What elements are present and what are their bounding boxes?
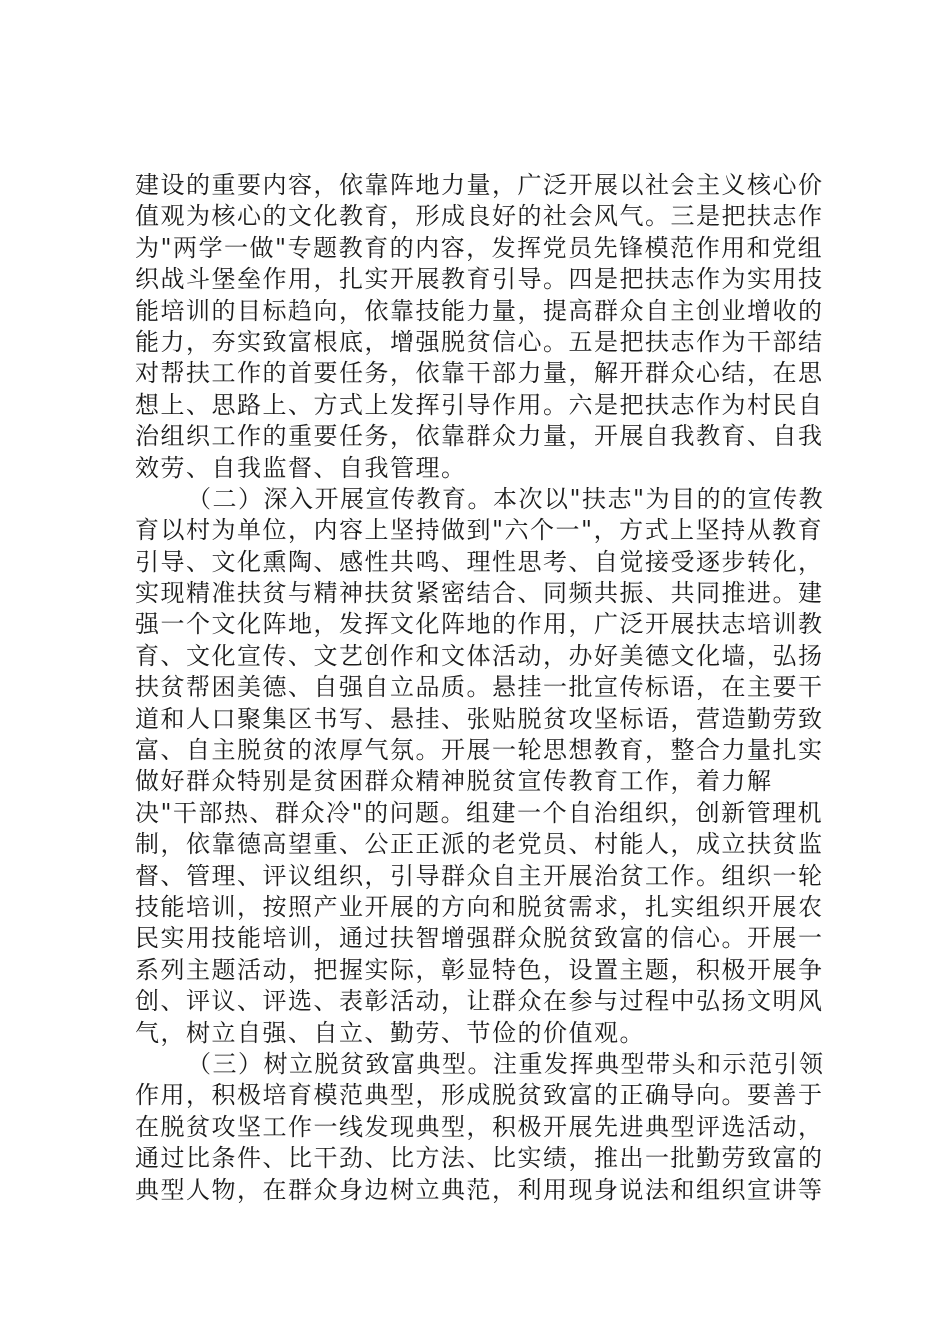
text-line: 扶贫帮困美德、自强自立品质。悬挂一批宣传标语，在主要干 xyxy=(135,673,824,702)
text-line: 技能培训，按照产业开展的方向和脱贫需求，扎实组织开展农 xyxy=(135,892,824,921)
text-line: 制，依靠德高望重、公正正派的老党员、村能人，成立扶贫监 xyxy=(135,830,824,859)
text-line: 治组织工作的重要任务，依靠群众力量，开展自我教育、自我 xyxy=(135,422,824,451)
text-line: 想上、思路上、方式上发挥引导作用。六是把扶志作为村民自 xyxy=(135,390,824,419)
text-line: 在脱贫攻坚工作一线发现典型，积极开展先进典型评选活动， xyxy=(135,1112,824,1141)
text-line: 督、管理、评议组织，引导群众自主开展治贫工作。组织一轮 xyxy=(135,861,824,890)
text-line: 系列主题活动，把握实际，彰显特色，设置主题，积极开展争 xyxy=(135,955,824,984)
text-line: 能力，夯实致富根底，增强脱贫信心。五是把扶志作为干部结 xyxy=(135,327,824,356)
text-line: 效劳、自我监督、自我管理。 xyxy=(135,453,467,482)
text-line: 强一个文化阵地，发挥文化阵地的作用，广泛开展扶志培训教 xyxy=(135,610,824,639)
section-heading-3: （三）树立脱贫致富典型。注重发挥典型带头和示范引领 xyxy=(187,1049,825,1078)
text-line: 织战斗堡垒作用，扎实开展教育引导。四是把扶志作为实用技 xyxy=(135,265,824,294)
text-line: 为"两学一做"专题教育的内容，发挥党员先锋模范作用和党组 xyxy=(135,233,824,262)
text-line: 气，树立自强、自立、勤劳、节俭的价值观。 xyxy=(135,1018,645,1047)
text-line: 富、自主脱贫的浓厚气氛。开展一轮思想教育，整合力量扎实 xyxy=(135,736,824,765)
text-line: 育、文化宣传、文艺创作和文体活动，办好美德文化墙，弘扬 xyxy=(135,641,824,670)
text-line: 典型人物，在群众身边树立典范，利用现身说法和组织宣讲等 xyxy=(135,1175,824,1204)
text-line: 决"干部热、群众冷"的问题。组建一个自治组织，创新管理机 xyxy=(135,798,824,827)
text-line: 民实用技能培训，通过扶智增强群众脱贫致富的信心。开展一 xyxy=(135,924,824,953)
text-line: 引导、文化熏陶、感性共鸣、理性思考、自觉接受逐步转化， xyxy=(135,547,824,576)
text-line: 通过比条件、比干劲、比方法、比实绩，推出一批勤劳致富的 xyxy=(135,1144,824,1173)
section-heading-2: （二）深入开展宣传教育。本次以"扶志"为目的的宣传教 xyxy=(187,484,825,513)
text-line: 做好群众特别是贫困群众精神脱贫宣传教育工作，着力解 xyxy=(135,767,773,796)
text-line: 道和人口聚集区书写、悬挂、张贴脱贫攻坚标语，营造勤劳致 xyxy=(135,704,824,733)
text-line: 育以村为单位，内容上坚持做到"六个一"，方式上坚持从教育 xyxy=(135,516,824,545)
text-line: 作用，积极培育模范典型，形成脱贫致富的正确导向。要善于 xyxy=(135,1081,824,1110)
text-line: 创、评议、评选、表彰活动，让群众在参与过程中弘扬文明风 xyxy=(135,987,824,1016)
text-line: 对帮扶工作的首要任务，依靠干部力量，解开群众心结，在思 xyxy=(135,359,824,388)
text-line: 实现精准扶贫与精神扶贫紧密结合、同频共振、共同推进。建 xyxy=(135,579,824,608)
text-line: 值观为核心的文化教育，形成良好的社会风气。三是把扶志作 xyxy=(135,202,824,231)
text-line: 建设的重要内容，依靠阵地力量，广泛开展以社会主义核心价 xyxy=(135,171,824,199)
text-line: 能培训的目标趋向，依靠技能力量，提高群众自主创业增收的 xyxy=(135,296,824,325)
body-text xyxy=(135,170,835,1206)
